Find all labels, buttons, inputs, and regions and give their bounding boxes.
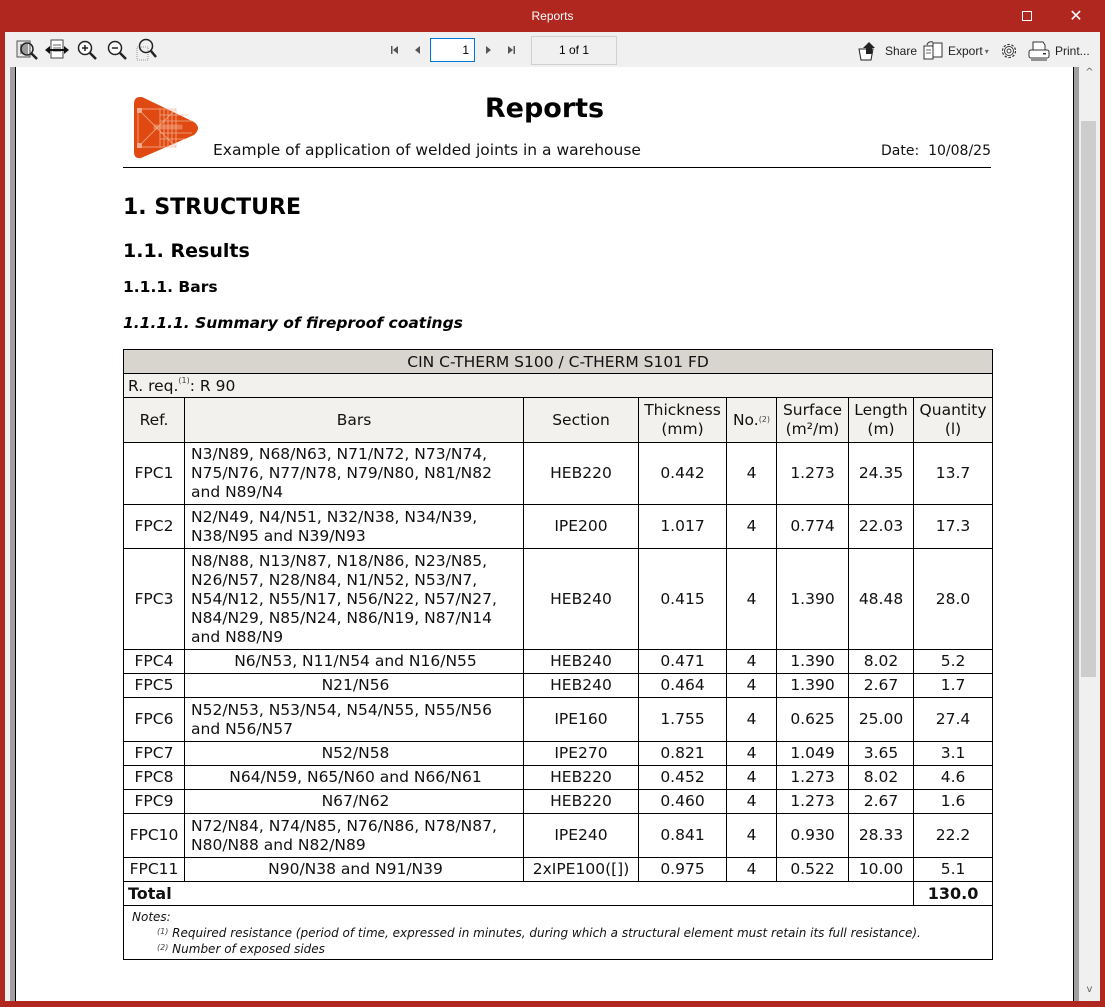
fit-width-icon bbox=[44, 38, 70, 62]
total-row bbox=[124, 882, 993, 906]
section-heading-structure: 1. STRUCTURE bbox=[123, 195, 301, 220]
cell-length: 2.67 bbox=[849, 674, 914, 698]
table-body bbox=[124, 443, 993, 882]
fit-width-button[interactable] bbox=[44, 38, 70, 62]
zoom-page-icon bbox=[135, 38, 161, 62]
note-1 bbox=[132, 925, 984, 941]
cell-no: 4 bbox=[727, 549, 777, 650]
no-label: No. bbox=[732, 410, 759, 429]
zoom-in-button[interactable] bbox=[75, 38, 101, 62]
cell-no: 4 bbox=[727, 505, 777, 549]
scroll-down-arrow-icon[interactable]: v bbox=[1086, 984, 1093, 995]
cell-no: 4 bbox=[727, 674, 777, 698]
document-viewer bbox=[5, 67, 1100, 1001]
col-header-ref: Ref. bbox=[124, 398, 185, 443]
date-value: 10/08/25 bbox=[928, 143, 991, 159]
cell-length: 3.65 bbox=[849, 742, 914, 766]
close-icon: ✕ bbox=[1069, 6, 1083, 25]
required-resistance-label: R. req. bbox=[128, 376, 179, 395]
cell-surface: 1.390 bbox=[777, 674, 849, 698]
cell-no: 4 bbox=[727, 766, 777, 790]
header-divider bbox=[123, 167, 991, 168]
cell-length: 25.00 bbox=[849, 698, 914, 742]
first-page-button[interactable] bbox=[388, 42, 402, 56]
notes-row bbox=[124, 906, 993, 960]
cell-surface: 1.273 bbox=[777, 443, 849, 505]
cell-bars: N2/N49, N4/N51, N32/N38, N34/N39, N38/N95 and N39/N93 bbox=[185, 505, 524, 549]
section-heading-fireproof-summary: 1.1.1.1. Summary of fireproof coatings bbox=[123, 314, 463, 332]
cell-length: 22.03 bbox=[849, 505, 914, 549]
table-row bbox=[124, 858, 993, 882]
cell-bars: N3/N89, N68/N63, N71/N72, N73/N74, N75/N76, N77/N78, N79/N80, N81/N82 and N89/N4 bbox=[185, 443, 524, 505]
total-value: 130.0 bbox=[914, 882, 993, 906]
export-dropdown-caret-icon: ▾ bbox=[984, 46, 989, 56]
last-page-button[interactable] bbox=[504, 42, 518, 56]
title-bar bbox=[0, 0, 1105, 32]
table-row bbox=[124, 698, 993, 742]
cell-section: HEB240 bbox=[524, 674, 639, 698]
col-header-thickness bbox=[639, 398, 727, 443]
cell-surface: 1.273 bbox=[777, 766, 849, 790]
print-button[interactable] bbox=[1027, 40, 1090, 62]
scroll-up-arrow-icon[interactable]: ^ bbox=[1085, 67, 1094, 78]
col-header-no bbox=[727, 398, 777, 443]
cell-ref: FPC1 bbox=[124, 443, 185, 505]
cell-quantity: 3.1 bbox=[914, 742, 993, 766]
note-1-text: Required resistance (period of time, expressed in minutes, during which a structural element must retain its full resistance). bbox=[172, 926, 921, 940]
cell-no: 4 bbox=[727, 814, 777, 858]
cell-quantity: 5.2 bbox=[914, 650, 993, 674]
cell-quantity: 17.3 bbox=[914, 505, 993, 549]
maximize-icon bbox=[1022, 11, 1032, 21]
cell-surface: 1.273 bbox=[777, 790, 849, 814]
cell-bars: N90/N38 and N91/N39 bbox=[185, 858, 524, 882]
cell-ref: FPC3 bbox=[124, 549, 185, 650]
cell-length: 28.33 bbox=[849, 814, 914, 858]
close-button[interactable] bbox=[1053, 0, 1099, 32]
previous-page-button[interactable] bbox=[411, 42, 425, 56]
cell-length: 8.02 bbox=[849, 650, 914, 674]
cell-thickness: 1.755 bbox=[639, 698, 727, 742]
col-header-surface bbox=[777, 398, 849, 443]
cell-quantity: 27.4 bbox=[914, 698, 993, 742]
surface-unit: (m²/m) bbox=[785, 420, 840, 438]
cell-section: IPE270 bbox=[524, 742, 639, 766]
cell-surface: 0.930 bbox=[777, 814, 849, 858]
cell-section: HEB240 bbox=[524, 650, 639, 674]
footnote-ref-2: (2) bbox=[758, 414, 771, 424]
cell-thickness: 0.471 bbox=[639, 650, 727, 674]
cell-bars: N6/N53, N11/N54 and N16/N55 bbox=[185, 650, 524, 674]
section-heading-results: 1.1. Results bbox=[123, 240, 250, 262]
cell-no: 4 bbox=[727, 790, 777, 814]
maximize-button[interactable] bbox=[1004, 0, 1050, 32]
cell-ref: FPC5 bbox=[124, 674, 185, 698]
report-date bbox=[881, 143, 991, 159]
print-label: Print... bbox=[1055, 44, 1090, 58]
col-header-quantity bbox=[914, 398, 993, 443]
share-label: Share bbox=[885, 44, 918, 58]
total-label: Total bbox=[124, 882, 914, 906]
cell-surface: 0.522 bbox=[777, 858, 849, 882]
required-resistance-value: : R 90 bbox=[189, 376, 236, 395]
cell-bars: N52/N58 bbox=[185, 742, 524, 766]
table-row bbox=[124, 790, 993, 814]
cell-thickness: 0.821 bbox=[639, 742, 727, 766]
cell-quantity: 5.1 bbox=[914, 858, 993, 882]
notes-label: Notes: bbox=[132, 910, 171, 924]
col-header-section: Section bbox=[524, 398, 639, 443]
cell-thickness: 0.442 bbox=[639, 443, 727, 505]
cell-ref: FPC7 bbox=[124, 742, 185, 766]
cell-no: 4 bbox=[727, 742, 777, 766]
export-label: Export bbox=[948, 44, 983, 58]
page-number-input[interactable]: 1 bbox=[430, 38, 475, 62]
col-header-bars: Bars bbox=[185, 398, 524, 443]
cell-quantity: 22.2 bbox=[914, 814, 993, 858]
cell-bars: N72/N84, N74/N85, N76/N86, N78/N87, N80/N88 and N82/N89 bbox=[185, 814, 524, 858]
cell-quantity: 1.7 bbox=[914, 674, 993, 698]
section-heading-bars: 1.1.1. Bars bbox=[123, 278, 218, 296]
cell-bars: N64/N59, N65/N60 and N66/N61 bbox=[185, 766, 524, 790]
cell-section: 2xIPE100([]) bbox=[524, 858, 639, 882]
report-page bbox=[16, 67, 1073, 1001]
cell-ref: FPC10 bbox=[124, 814, 185, 858]
cell-quantity: 4.6 bbox=[914, 766, 993, 790]
report-subtitle: Example of application of welded joints in a warehouse bbox=[213, 141, 641, 159]
cell-surface: 1.049 bbox=[777, 742, 849, 766]
cell-ref: FPC2 bbox=[124, 505, 185, 549]
share-button[interactable] bbox=[857, 40, 917, 62]
settings-button[interactable] bbox=[998, 40, 1024, 62]
cell-bars: N21/N56 bbox=[185, 674, 524, 698]
page-view-icon bbox=[15, 38, 41, 62]
cell-surface: 1.390 bbox=[777, 650, 849, 674]
cell-thickness: 0.460 bbox=[639, 790, 727, 814]
cell-ref: FPC11 bbox=[124, 858, 185, 882]
cell-length: 8.02 bbox=[849, 766, 914, 790]
export-button[interactable] bbox=[922, 40, 989, 62]
cell-no: 4 bbox=[727, 650, 777, 674]
date-label: Date: bbox=[881, 143, 920, 159]
table-row bbox=[124, 742, 993, 766]
report-title: Reports bbox=[484, 93, 605, 124]
cell-surface: 1.390 bbox=[777, 549, 849, 650]
cell-quantity: 28.0 bbox=[914, 549, 993, 650]
thickness-unit: (mm) bbox=[661, 420, 704, 438]
scrollbar-thumb[interactable] bbox=[1081, 121, 1096, 677]
cell-section: HEB220 bbox=[524, 790, 639, 814]
cell-bars: N52/N53, N53/N54, N54/N55, N55/N56 and N56/N57 bbox=[185, 698, 524, 742]
table-header-row bbox=[124, 398, 993, 443]
note-2 bbox=[132, 941, 984, 957]
cell-thickness: 0.975 bbox=[639, 858, 727, 882]
table-row bbox=[124, 766, 993, 790]
product-row bbox=[124, 350, 993, 374]
cell-no: 4 bbox=[727, 698, 777, 742]
surface-label: Surface bbox=[782, 401, 843, 419]
table-row bbox=[124, 674, 993, 698]
product-name: CIN C-THERM S100 / C-THERM S101 FD bbox=[124, 350, 993, 374]
cell-bars: N67/N62 bbox=[185, 790, 524, 814]
vertical-scrollbar[interactable] bbox=[1079, 67, 1100, 1001]
cell-length: 48.48 bbox=[849, 549, 914, 650]
cell-ref: FPC8 bbox=[124, 766, 185, 790]
length-label: Length bbox=[854, 401, 908, 419]
table-row bbox=[124, 549, 993, 650]
note-2-text: Number of exposed sides bbox=[172, 942, 325, 956]
cell-no: 4 bbox=[727, 443, 777, 505]
zoom-in-icon bbox=[75, 38, 101, 62]
length-unit: (m) bbox=[867, 420, 895, 438]
table-row bbox=[124, 814, 993, 858]
cell-thickness: 0.464 bbox=[639, 674, 727, 698]
quantity-unit: (l) bbox=[944, 420, 962, 438]
cell-surface: 0.625 bbox=[777, 698, 849, 742]
cell-thickness: 1.017 bbox=[639, 505, 727, 549]
quantity-label: Quantity bbox=[919, 401, 987, 419]
next-page-button[interactable] bbox=[481, 42, 495, 56]
page-count-display: 1 of 1 bbox=[531, 36, 617, 65]
cell-thickness: 0.415 bbox=[639, 549, 727, 650]
export-icon bbox=[922, 40, 944, 62]
cell-section: HEB220 bbox=[524, 766, 639, 790]
zoom-out-icon bbox=[105, 38, 131, 62]
cell-section: IPE240 bbox=[524, 814, 639, 858]
share-icon bbox=[857, 40, 881, 62]
cell-ref: FPC4 bbox=[124, 650, 185, 674]
gear-icon bbox=[998, 40, 1020, 62]
fireproof-coatings-table bbox=[123, 349, 993, 960]
cell-length: 24.35 bbox=[849, 443, 914, 505]
page-view-button[interactable] bbox=[15, 38, 41, 62]
table-row bbox=[124, 443, 993, 505]
required-resistance-row bbox=[124, 374, 993, 398]
previous-page-icon bbox=[411, 43, 425, 57]
cell-bars: N8/N88, N13/N87, N18/N86, N23/N85, N26/N57, N28/N84, N1/N52, N53/N7, N54/N12, N55/N17, N56/N22, N57/N27, N84/N29, N85/N24, N86/N19, N87/N14 and N88/N9 bbox=[185, 549, 524, 650]
cell-section: HEB240 bbox=[524, 549, 639, 650]
zoom-out-button[interactable] bbox=[105, 38, 131, 62]
footnote-ref-1: (1) bbox=[178, 375, 190, 385]
cell-section: IPE160 bbox=[524, 698, 639, 742]
toolbar bbox=[5, 32, 1100, 67]
zoom-page-button[interactable] bbox=[135, 38, 161, 62]
cell-section: HEB220 bbox=[524, 443, 639, 505]
required-resistance bbox=[124, 374, 993, 398]
company-logo-icon bbox=[132, 95, 204, 161]
note-1-ref: (1) bbox=[157, 927, 169, 936]
cell-section: IPE200 bbox=[524, 505, 639, 549]
cell-quantity: 13.7 bbox=[914, 443, 993, 505]
window-title: Reports bbox=[531, 9, 574, 23]
cell-length: 2.67 bbox=[849, 790, 914, 814]
table-row bbox=[124, 650, 993, 674]
cell-thickness: 0.841 bbox=[639, 814, 727, 858]
cell-ref: FPC9 bbox=[124, 790, 185, 814]
cell-length: 10.00 bbox=[849, 858, 914, 882]
col-header-length bbox=[849, 398, 914, 443]
next-page-icon bbox=[481, 43, 495, 57]
cell-no: 4 bbox=[727, 858, 777, 882]
note-2-ref: (2) bbox=[157, 943, 169, 952]
last-page-icon bbox=[504, 43, 518, 57]
notes-cell bbox=[124, 906, 993, 960]
printer-icon bbox=[1027, 40, 1051, 62]
table-row bbox=[124, 505, 993, 549]
first-page-icon bbox=[388, 43, 402, 57]
cell-surface: 0.774 bbox=[777, 505, 849, 549]
cell-ref: FPC6 bbox=[124, 698, 185, 742]
cell-thickness: 0.452 bbox=[639, 766, 727, 790]
thickness-label: Thickness bbox=[644, 401, 721, 419]
cell-quantity: 1.6 bbox=[914, 790, 993, 814]
